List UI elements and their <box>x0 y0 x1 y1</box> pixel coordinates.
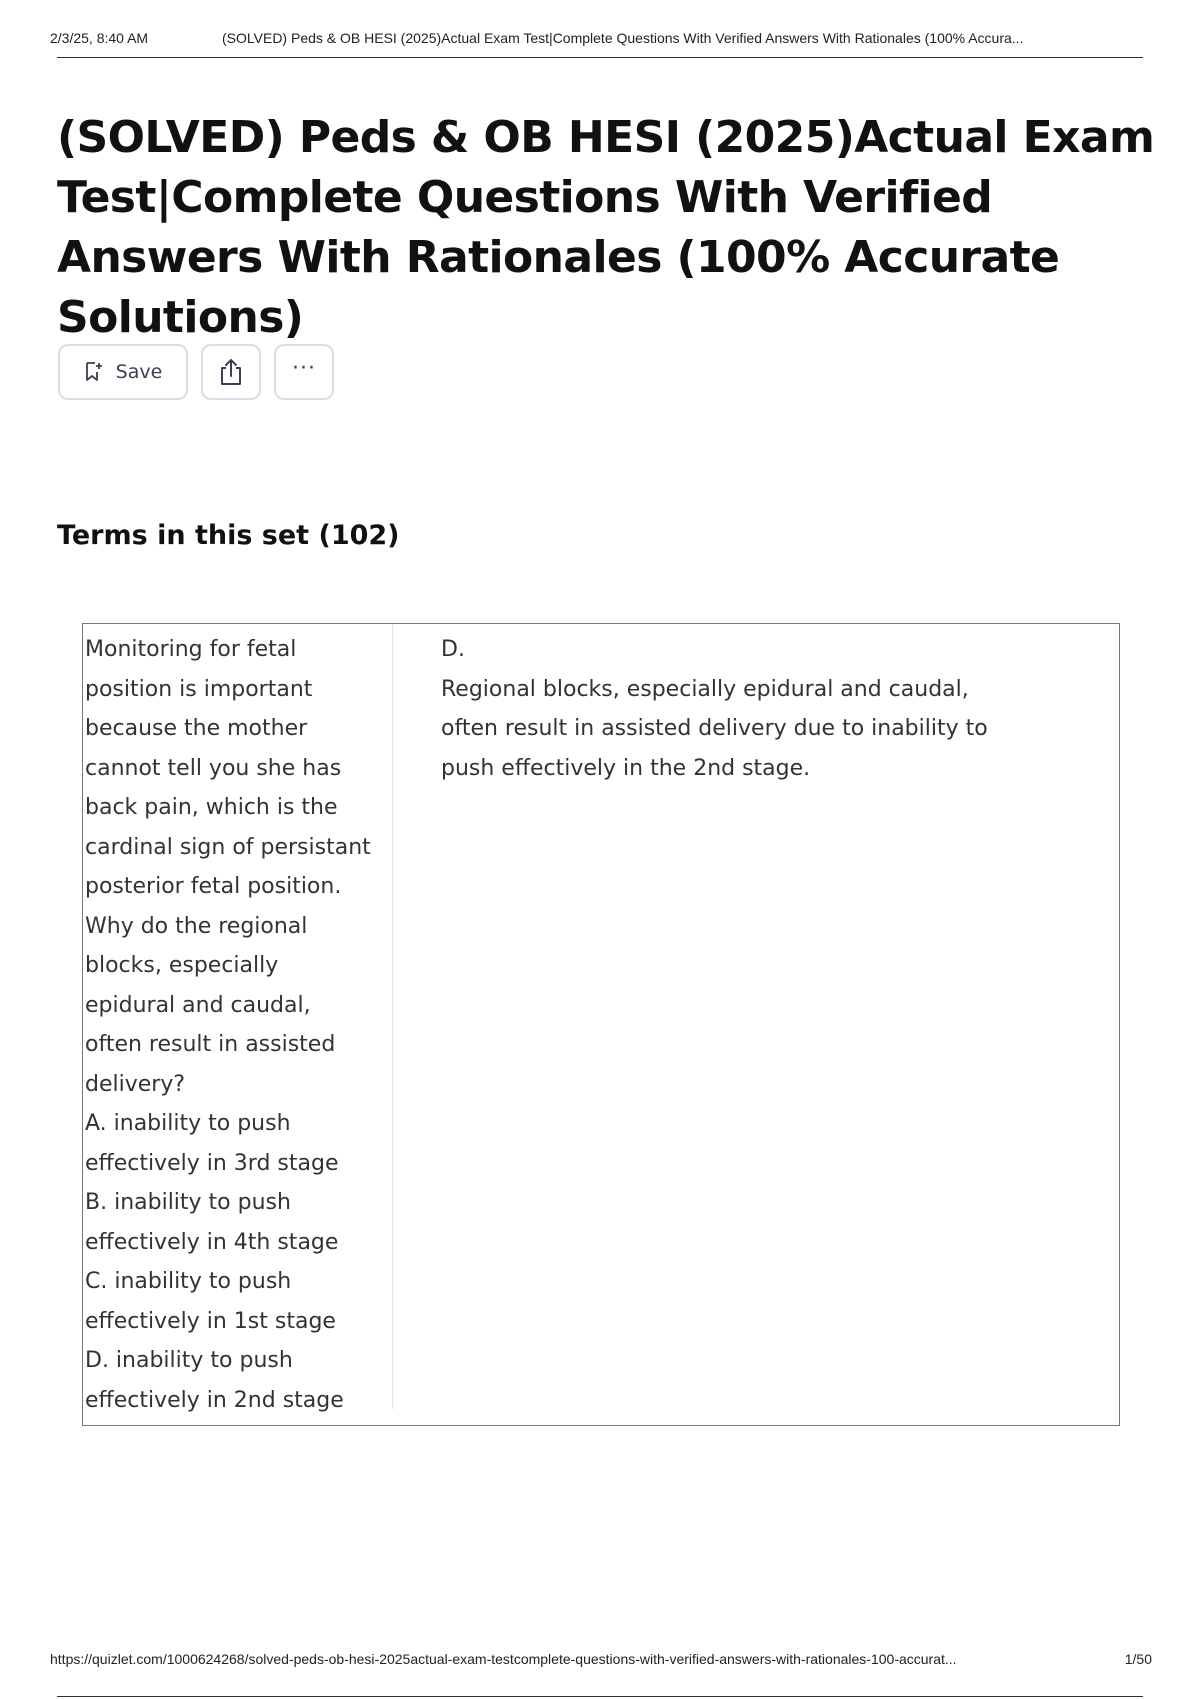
print-url: https://quizlet.com/1000624268/solved-peds-ob-hesi-2025actual-exam-testcomplete-questions-with-verified-answers-with-rationales-100-accurat... <box>50 1651 957 1667</box>
save-button[interactable] <box>58 344 188 400</box>
more-icon: ··· <box>292 355 316 381</box>
page-title: (SOLVED) Peds & OB HESI (2025)Actual Exam Test|Complete Questions With Verified Answers With Rationales (100% Accurate Solutions) <box>57 112 1155 343</box>
card-divider <box>392 624 393 1409</box>
print-date: 2/3/25, 8:40 AM <box>50 30 149 46</box>
print-title: (SOLVED) Peds & OB HESI (2025)Actual Exam Test|Complete Questions With Verified Answers With Rationales (100% Accura... <box>222 30 1024 46</box>
term-text: Monitoring for fetal position is important because the mother cannot tell you she has back pain, which is the cardinal sign of persistant posterior fetal position. Why do the regional blocks, especially epidural and caudal, often result in assisted delivery? A. inability to push effectively in 3rd stage B. inability to push effectively in 4th stage C. inability to push effectively in 1st stage D. inability to push effectively in 2nd stage <box>85 637 371 1413</box>
save-label: Save <box>115 361 163 383</box>
page-number: 1/50 <box>1124 1651 1152 1667</box>
term-card <box>82 623 1120 1426</box>
definition-text: D. Regional blocks, especially epidural and caudal, often result in assisted delivery due to inability to push effectively in the 2nd stage. <box>441 637 988 781</box>
share-button[interactable] <box>201 344 261 400</box>
more-button[interactable] <box>274 344 334 400</box>
footer-divider <box>57 1696 1143 1697</box>
terms-heading: Terms in this set (102) <box>57 520 400 551</box>
bookmark-add-icon <box>84 361 104 383</box>
header-divider <box>57 57 1143 58</box>
share-icon <box>217 357 245 387</box>
